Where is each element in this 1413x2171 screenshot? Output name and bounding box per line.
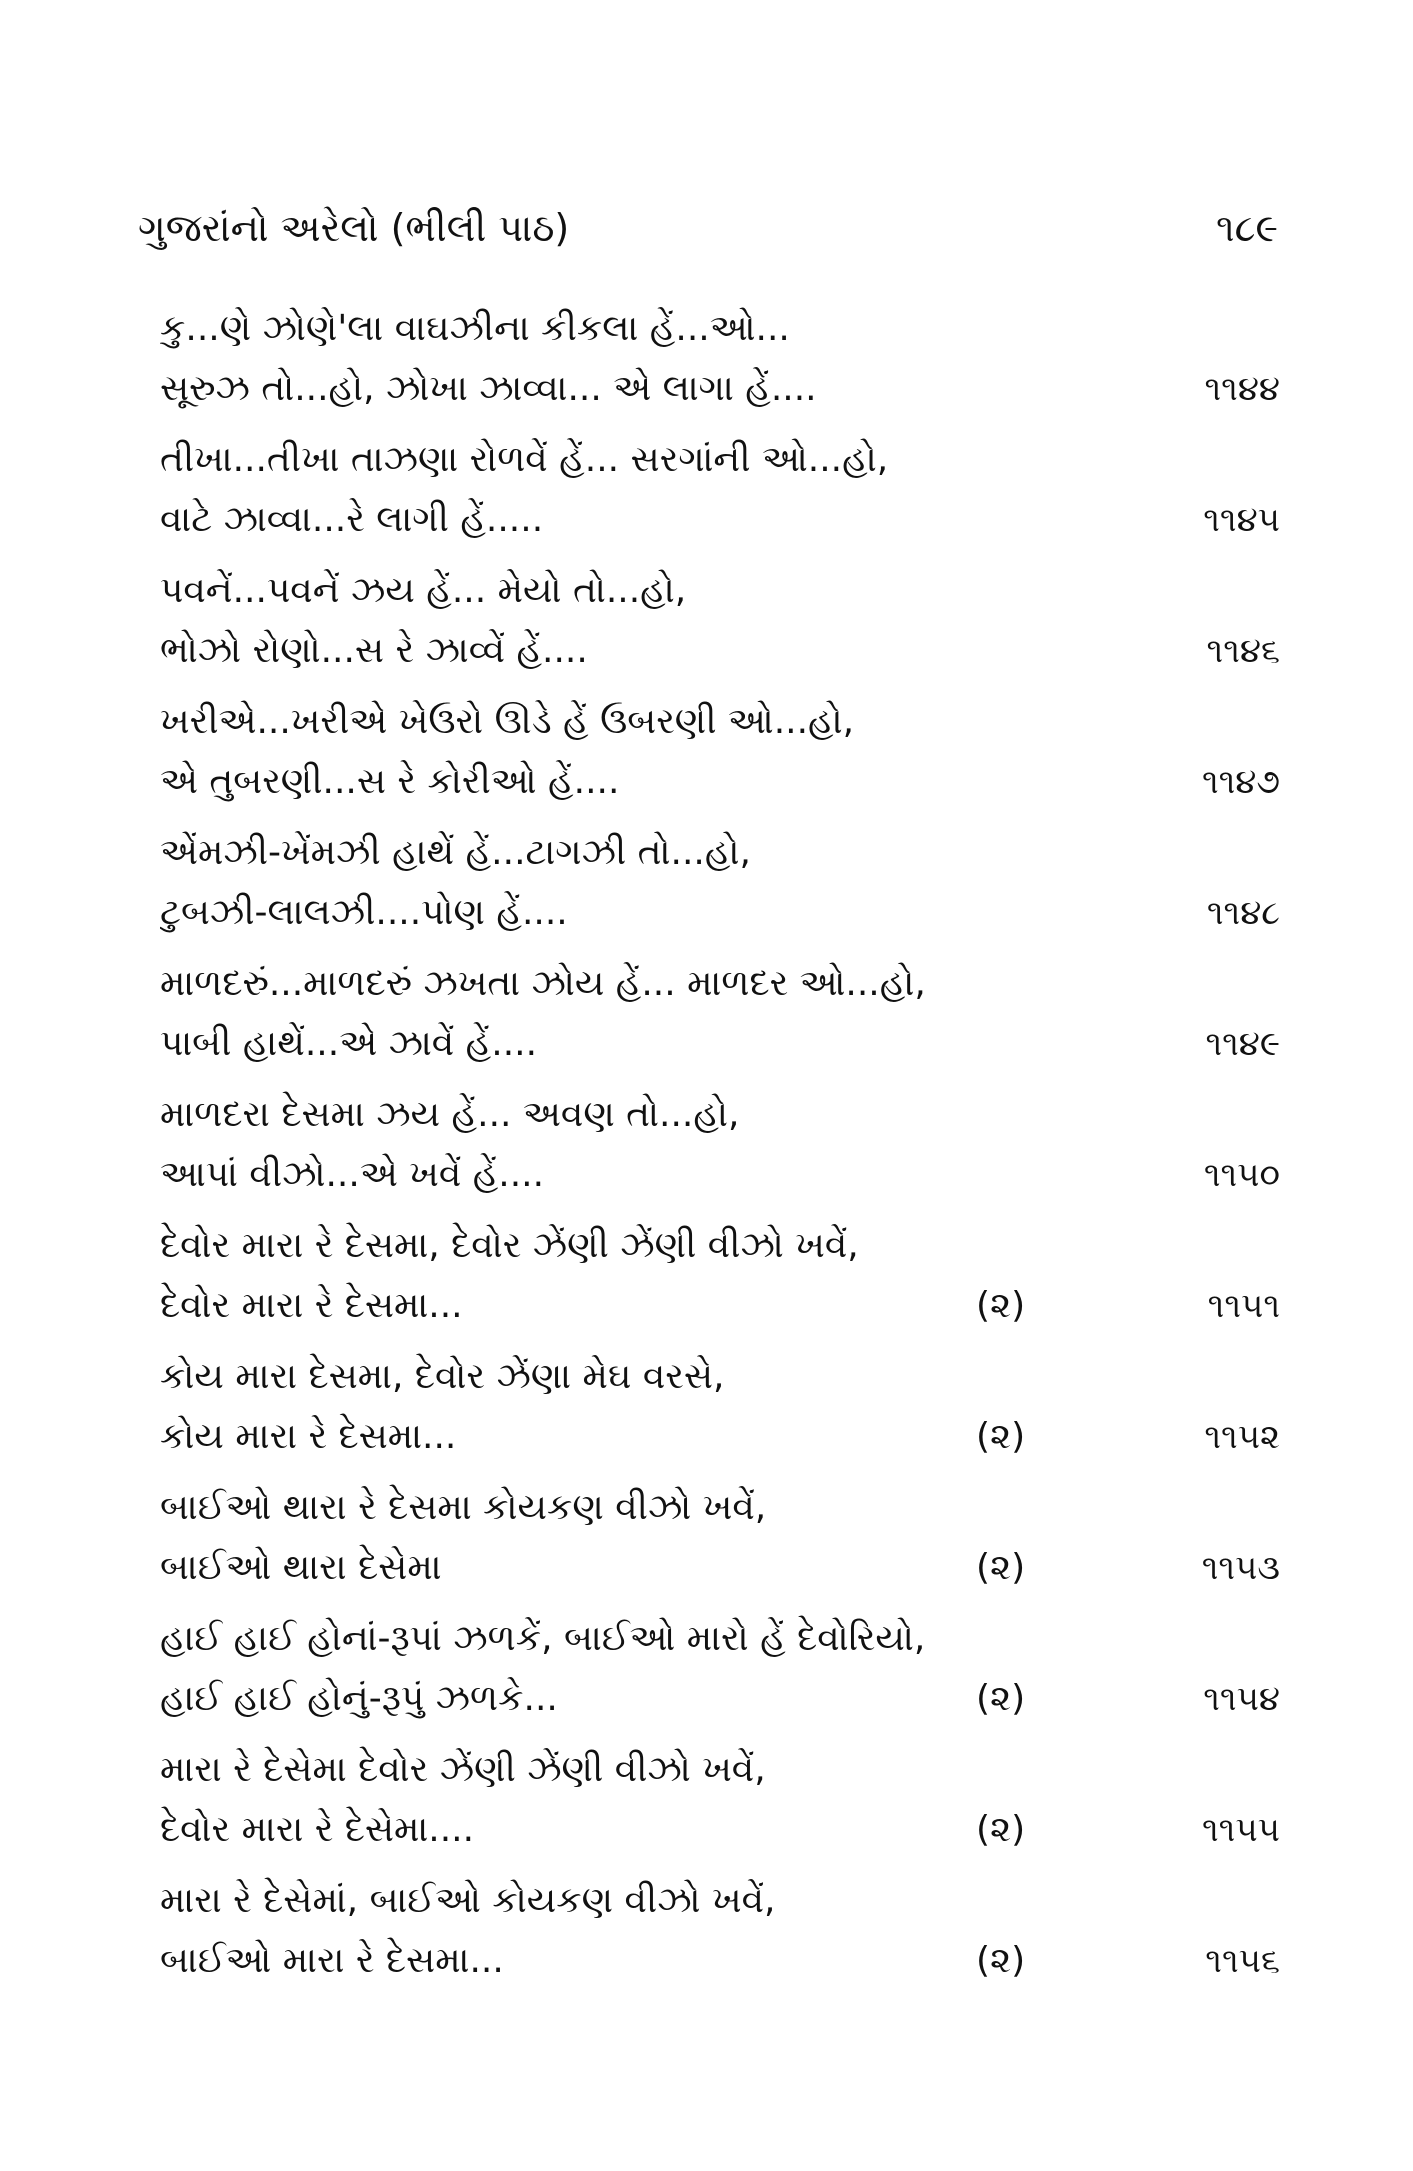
verse-line-2: દેવોર મારા રે દેસમા... [160, 1285, 463, 1326]
verse-1155 [160, 1741, 1280, 1871]
verse-1152 [160, 1348, 1280, 1478]
verse-1156 [160, 1872, 1280, 2002]
verse-number: ૧૧૪૮ [1206, 893, 1280, 933]
verse-1154 [160, 1610, 1280, 1740]
verse-line-2: ભોઝો રોણો...સ રે ઝાવ્વેં હેં.... [160, 630, 588, 671]
verse-line-2: સૂરુઝ તો...હો, ઝોખા ઝાવ્વા... એ લાગા હેં.... [160, 368, 817, 409]
verse-number: ૧૧૫૨ [1204, 1417, 1280, 1457]
verse-1150 [160, 1086, 1280, 1216]
verse-line-2: બાઈઓ થારા દેસેમા [160, 1547, 442, 1588]
verse-line-1: મારા રે દેસેમાં, બાઈઓ કોયકણ વીઝો ખવેં, [160, 1880, 776, 1921]
verse-number: ૧૧૫૫ [1202, 1810, 1280, 1850]
repeat-marker: (૨) [976, 1285, 1026, 1326]
verse-line-1: એંમઝી-ખેંમઝી હાથેં હેં...ટાગઝી તો...હો, [160, 832, 751, 873]
verse-number: ૧૧૫૬ [1205, 1941, 1280, 1981]
verse-line-2: દેવોર મારા રે દેસેમા.... [160, 1809, 475, 1850]
verse-line-2: આપાં વીઝો...એ ખવેં હેં.... [160, 1154, 545, 1195]
verse-line-2: પાબી હાથેં...એ ઝાવેં હેં.... [160, 1023, 538, 1064]
verse-number: ૧૧૪૫ [1203, 500, 1280, 540]
verse-line-2: હાઈ હાઈ હોનું-રૂપું ઝળકે... [160, 1678, 558, 1719]
verse-number: ૧૧૫૩ [1201, 1548, 1280, 1588]
verse-line-1: માળદરું...માળદરું ઝખતા ઝોય હેં... માળદર ઓ...હો, [160, 963, 926, 1004]
verse-line-2: બાઈઓ મારા રે દેસમા... [160, 1940, 504, 1981]
verse-number: ૧૧૪૯ [1205, 1024, 1280, 1064]
verse-number: ૧૧૫૦ [1203, 1155, 1280, 1195]
page-number: ૧૮૯ [1215, 206, 1278, 250]
verse-line-1: મારા રે દેસેમા દેવોર ઝેંણી ઝેંણી વીઝો ખવેં, [160, 1749, 766, 1790]
verse-line-1: માળદરા દેસમા ઝય હેં... અવણ તો...હો, [160, 1094, 740, 1135]
repeat-marker: (૨) [976, 1416, 1026, 1457]
repeat-marker: (૨) [976, 1809, 1026, 1850]
verse-1145 [160, 431, 1280, 561]
verse-line-1: હાઈ હાઈ હોનાં-રૂપાં ઝળકેં, બાઈઓ મારો હેં દેવોરિયો, [160, 1618, 926, 1659]
repeat-marker: (૨) [976, 1678, 1026, 1719]
verse-line-1: ખરીએ...ખરીએ ખેઉરો ઊડે હેં ઉબરણી ઓ...હો, [160, 701, 855, 742]
verse-line-2: વાટે ઝાવ્વા...રે લાગી હેં..... [160, 499, 544, 540]
verse-line-1: કુ...ણે ઝોણે'લા વાઘઝીના કીકલા હેં...ઓ... [160, 308, 790, 349]
running-title: ગુજરાંનો અરેલો (ભીલી પાઠ) [138, 206, 570, 250]
verse-1148 [160, 824, 1280, 954]
verse-line-2: ટુબઝી-લાલઝી....પોણ હેં.... [160, 892, 568, 933]
verse-1144 [160, 300, 1280, 430]
verse-number: ૧૧૫૧ [1207, 1286, 1280, 1326]
verse-number: ૧૧૪૪ [1204, 369, 1280, 409]
repeat-marker: (૨) [976, 1547, 1026, 1588]
verse-number: ૧૧૪૭ [1201, 762, 1280, 802]
verse-line-1: બાઈઓ થારા રે દેસમા કોયકણ વીઝો ખવેં, [160, 1487, 767, 1528]
verse-line-1: દેવોર મારા રે દેસમા, દેવોર ઝેંણી ઝેંણી વીઝો ખવેં, [160, 1225, 859, 1266]
verse-line-1: પવનેં...પવનેં ઝય હેં... મેયો તો...હો, [160, 570, 687, 611]
running-head [138, 198, 1278, 258]
verse-line-1: તીખા...તીખા તાઝણા રોળવેં હેં... સરગાંની ઓ...હો, [160, 439, 889, 480]
verse-line-1: કોય મારા દેસમા, દેવોર ઝેંણા મેઘ વરસે, [160, 1356, 725, 1397]
verse-line-2: એ તુબરણી...સ રે કોરીઓ હેં.... [160, 761, 620, 802]
verse-1147 [160, 693, 1280, 823]
repeat-marker: (૨) [976, 1940, 1026, 1981]
verse-line-2: કોય મારા રે દેસમા... [160, 1416, 457, 1457]
verse-number: ૧૧૪૬ [1206, 631, 1280, 671]
verse-number: ૧૧૫૪ [1203, 1679, 1280, 1719]
verse-1146 [160, 562, 1280, 692]
verse-1151 [160, 1217, 1280, 1347]
verse-list [160, 300, 1280, 2003]
verse-1153 [160, 1479, 1280, 1609]
verse-1149 [160, 955, 1280, 1085]
